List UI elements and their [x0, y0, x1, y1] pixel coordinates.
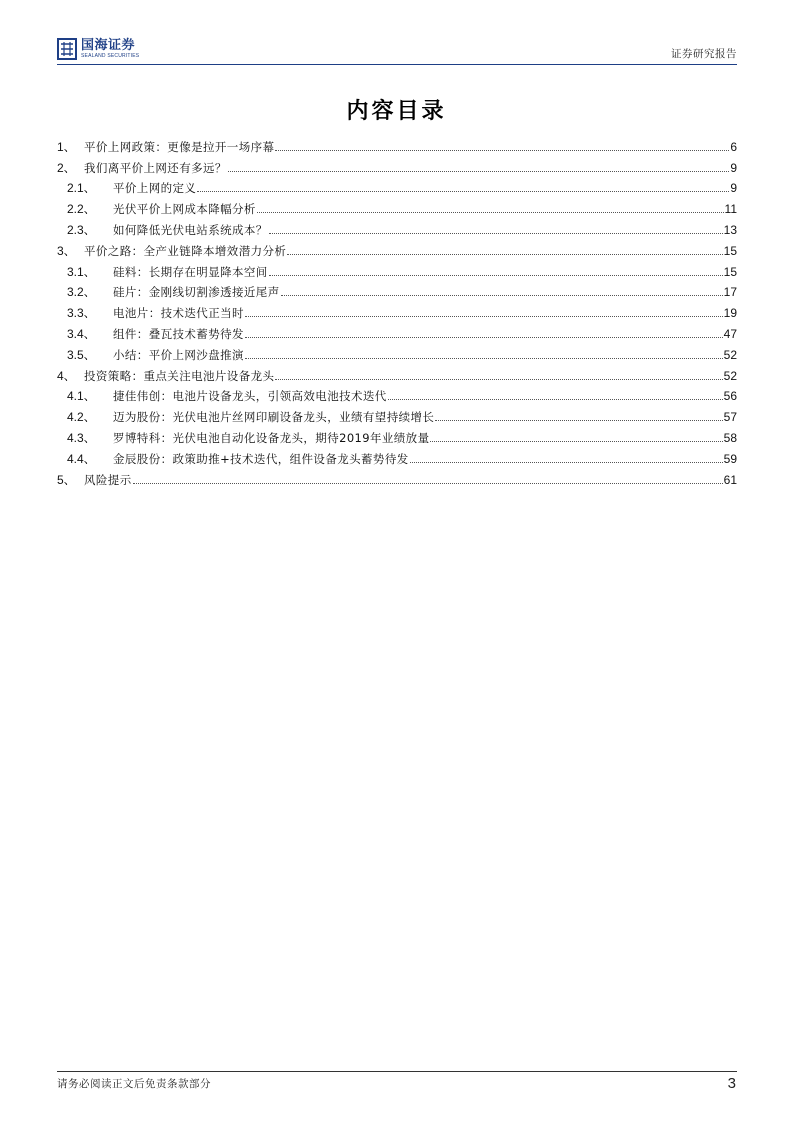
- page-number: 3: [727, 1075, 736, 1092]
- toc-entry-number: 4.2、: [67, 410, 96, 425]
- toc-entry-page[interactable]: 9: [730, 160, 737, 175]
- toc-entry-number: 5、: [57, 472, 76, 487]
- toc-entry-number: 2、: [57, 160, 76, 175]
- toc-entry-number: 4.4、: [67, 451, 96, 466]
- toc-entry[interactable]: [57, 133, 737, 154]
- toc-entry[interactable]: [57, 175, 737, 196]
- toc-entry-page[interactable]: 15: [723, 264, 737, 279]
- company-logo: [57, 36, 139, 62]
- toc-entry-number: 2.2、: [67, 202, 96, 217]
- toc-entry[interactable]: [57, 195, 737, 216]
- toc-entry-page[interactable]: 17: [723, 285, 737, 300]
- toc-entry-title[interactable]: 平价上网政策：更像是拉开一场序幕: [84, 139, 275, 154]
- document-type: 证券研究报告: [671, 48, 737, 60]
- toc-entry-page[interactable]: 52: [723, 347, 737, 362]
- toc-entry[interactable]: [57, 424, 737, 445]
- toc-entry-title[interactable]: 罗博特科：光伏电池自动化设备龙头，期待2019年业绩放量: [113, 430, 430, 445]
- company-name-cn: 国海证券: [81, 38, 136, 53]
- toc-entry-title[interactable]: 投资策略：重点关注电池片设备龙头: [84, 368, 275, 383]
- toc-entry[interactable]: [57, 237, 737, 258]
- toc-dot-leader: [388, 398, 723, 400]
- toc-entry[interactable]: [57, 341, 737, 362]
- toc-entry-title[interactable]: 平价上网的定义: [113, 181, 197, 196]
- toc-entry-number: 2.3、: [67, 222, 96, 237]
- toc-entry-number: 2.1、: [67, 181, 96, 196]
- toc-entry-page[interactable]: 19: [723, 306, 737, 321]
- toc-entry-number: 4.3、: [67, 430, 96, 445]
- toc-entry-number: 3、: [57, 243, 76, 258]
- toc-dot-leader: [197, 190, 729, 192]
- toc-entry[interactable]: [57, 299, 737, 320]
- toc-entry[interactable]: [57, 403, 737, 424]
- toc-entry-number: 1、: [57, 139, 76, 154]
- toc-entry-page[interactable]: 57: [723, 410, 737, 425]
- toc-dot-leader: [275, 149, 729, 151]
- toc-entry-number: 3.1、: [67, 264, 96, 279]
- toc-entry-page[interactable]: 13: [723, 222, 737, 237]
- toc-dot-leader: [245, 336, 723, 338]
- sealand-logo-icon: [57, 38, 77, 60]
- toc-entry-title[interactable]: 组件：叠瓦技术蓄势待发: [113, 326, 244, 341]
- toc-entry[interactable]: [57, 383, 737, 404]
- toc-dot-leader: [245, 315, 723, 317]
- toc-dot-leader: [430, 440, 722, 442]
- toc-entry-page[interactable]: 52: [723, 368, 737, 383]
- toc-entry-page[interactable]: 58: [723, 430, 737, 445]
- toc-dot-leader: [269, 274, 723, 276]
- toc-entry[interactable]: [57, 154, 737, 175]
- toc-entry-page[interactable]: 47: [723, 326, 737, 341]
- toc-entry-page[interactable]: 56: [723, 389, 737, 404]
- toc-entry-page[interactable]: 59: [723, 451, 737, 466]
- footer-divider: [57, 1071, 737, 1072]
- toc-dot-leader: [287, 253, 722, 255]
- toc-dot-leader: [410, 461, 723, 463]
- toc-entry-page[interactable]: 6: [730, 139, 737, 154]
- toc-entry-title[interactable]: 捷佳伟创：电池片设备龙头，引领高效电池技术迭代: [113, 389, 387, 404]
- toc-entry-page[interactable]: 15: [723, 243, 737, 258]
- toc-entry-title[interactable]: 硅料：长期存在明显降本空间: [113, 264, 268, 279]
- toc-entry[interactable]: [57, 445, 737, 466]
- toc-entry-title[interactable]: 风险提示: [84, 472, 132, 487]
- header-divider: [57, 64, 737, 65]
- toc-entry-title[interactable]: 硅片：金刚线切割渗透接近尾声: [113, 285, 280, 300]
- toc-entry-title[interactable]: 平价之路：全产业链降本增效潜力分析: [84, 243, 287, 258]
- toc-title: 内容目录: [346, 98, 447, 124]
- toc-entry-number: 4.1、: [67, 389, 96, 404]
- toc-entry[interactable]: [57, 466, 737, 487]
- toc-entry[interactable]: [57, 258, 737, 279]
- toc-entry-title[interactable]: 如何降低光伏电站系统成本？: [113, 222, 268, 237]
- toc-dot-leader: [269, 232, 723, 234]
- toc-entry-number: 3.4、: [67, 326, 96, 341]
- toc-entry-page[interactable]: 9: [730, 181, 737, 196]
- toc-entry-page[interactable]: 61: [723, 472, 737, 487]
- toc-entry-number: 3.3、: [67, 306, 96, 321]
- toc-entry-page[interactable]: 11: [724, 202, 737, 217]
- toc-entry-title[interactable]: 光伏平价上网成本降幅分析: [113, 202, 256, 217]
- company-name-en: SEALAND SECURITIES: [81, 53, 140, 59]
- toc-entry[interactable]: [57, 362, 737, 383]
- page-header: [57, 36, 737, 64]
- toc-entry[interactable]: [57, 320, 737, 341]
- toc-dot-leader: [281, 294, 723, 296]
- toc-dot-leader: [435, 419, 722, 421]
- toc-entry[interactable]: [57, 216, 737, 237]
- table-of-contents: [57, 133, 737, 487]
- toc-entry-number: 3.2、: [67, 285, 96, 300]
- toc-dot-leader: [133, 482, 723, 484]
- toc-entry-title[interactable]: 迈为股份：光伏电池片丝网印刷设备龙头，业绩有望持续增长: [113, 410, 435, 425]
- toc-entry-number: 4、: [57, 368, 76, 383]
- toc-dot-leader: [275, 378, 722, 380]
- toc-entry-number: 3.5、: [67, 347, 96, 362]
- toc-dot-leader: [228, 170, 730, 172]
- toc-entry-title[interactable]: 我们离平价上网还有多远？: [84, 160, 227, 175]
- toc-entry-title[interactable]: 小结：平价上网沙盘推演: [113, 347, 244, 362]
- toc-entry[interactable]: [57, 279, 737, 300]
- toc-dot-leader: [257, 211, 724, 213]
- toc-entry-title[interactable]: 电池片：技术迭代正当时: [113, 306, 244, 321]
- toc-dot-leader: [245, 357, 723, 359]
- toc-entry-title[interactable]: 金辰股份：政策助推+技术迭代，组件设备龙头蓄势待发: [113, 451, 409, 466]
- footer-disclaimer: 请务必阅读正文后免责条款部分: [57, 1078, 211, 1090]
